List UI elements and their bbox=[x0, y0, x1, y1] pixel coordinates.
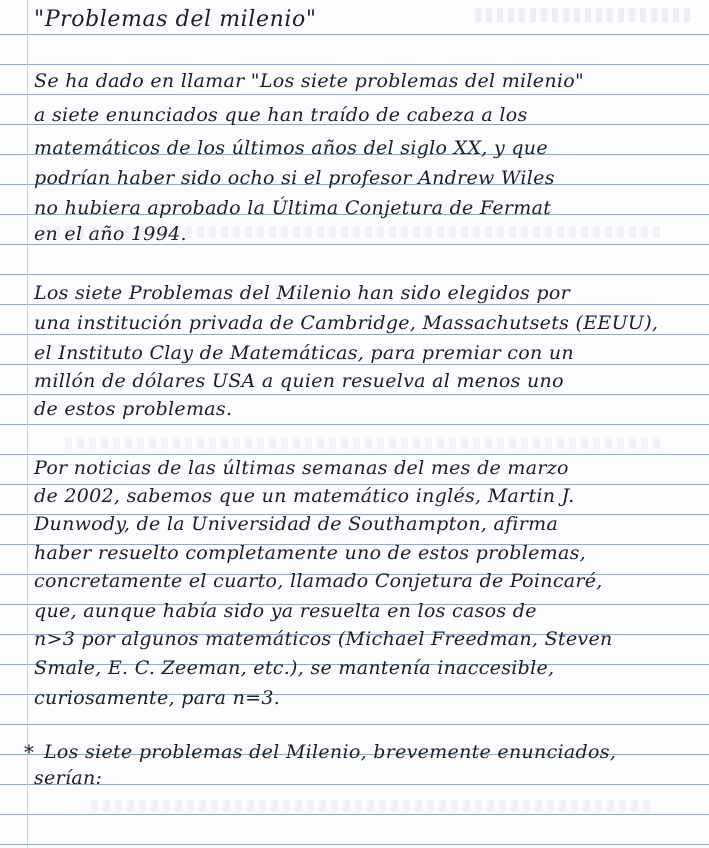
text-line: que, aunque había sido ya resuelta en los casos de bbox=[34, 600, 537, 622]
text-line: n>3 por algunos matemáticos (Michael Freedman, Steven bbox=[34, 628, 613, 650]
asterisk-marker: * bbox=[24, 740, 34, 764]
margin-line bbox=[27, 0, 28, 848]
text-line: curiosamente, para n=3. bbox=[34, 687, 281, 709]
text-line: de 2002, sabemos que un matemático inglés, Martin J. bbox=[34, 485, 575, 507]
bleed-through-mark bbox=[60, 437, 660, 449]
text-line: Los siete problemas del Milenio, brevemente enunciados, bbox=[44, 741, 617, 763]
bleed-through-mark bbox=[470, 8, 690, 22]
page-title: "Problemas del milenio" bbox=[34, 7, 317, 32]
text-line: no hubiera aprobado la Última Conjetura de Fermat bbox=[34, 197, 552, 219]
text-line: serían: bbox=[34, 767, 103, 789]
text-line: a siete enunciados que han traído de cabeza a los bbox=[34, 104, 528, 126]
text-line: haber resuelto completamente uno de estos problemas, bbox=[34, 542, 586, 564]
text-line: Smale, E. C. Zeeman, etc.), se mantenía inaccesible, bbox=[34, 657, 555, 679]
text-line: en el año 1994. bbox=[34, 223, 187, 245]
text-line: Dunwody, de la Universidad de Southampton, afirma bbox=[34, 513, 559, 535]
text-line: podrían haber sido ocho si el profesor Andrew Wiles bbox=[34, 167, 555, 189]
text-line: Por noticias de las últimas semanas del mes de marzo bbox=[34, 457, 569, 479]
text-line: una institución privada de Cambridge, Massachutsets (EEUU), bbox=[34, 312, 659, 334]
text-line: el Instituto Clay de Matemáticas, para premiar con un bbox=[34, 342, 574, 364]
text-line: Los siete Problemas del Milenio han sido elegidos por bbox=[34, 282, 571, 304]
bleed-through-mark bbox=[90, 800, 650, 812]
text-line: matemáticos de los últimos años del siglo XX, y que bbox=[34, 137, 548, 159]
text-line: de estos problemas. bbox=[34, 398, 233, 420]
text-line: concretamente el cuarto, llamado Conjetura de Poincaré, bbox=[34, 570, 603, 592]
text-line: Se ha dado en llamar "Los siete problemas del milenio" bbox=[34, 70, 585, 92]
text-line: millón de dólares USA a quien resuelva al menos uno bbox=[34, 370, 564, 392]
